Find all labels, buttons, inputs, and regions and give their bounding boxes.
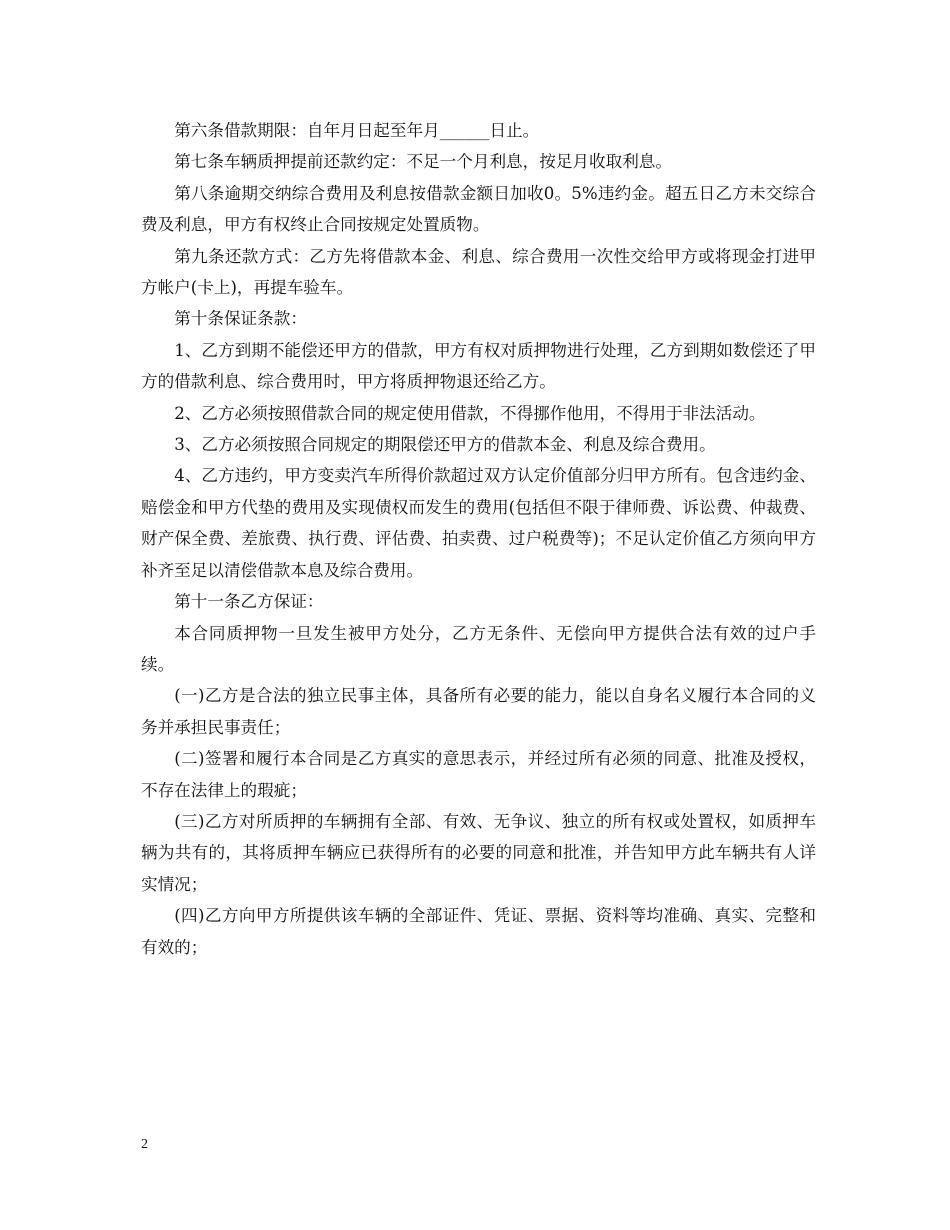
article-7-early-repayment: 第七条车辆质押提前还款约定：不足一个月利息，按足月收取利息。 — [174, 152, 672, 172]
article-10-clause-4: 4、乙方违约，甲方变卖汽车所得价款超过双方认定价值部分归甲方所有。包含违约金、赔偿金和甲方代垫的费用及实现债权而发生的费用(包括但不限于律师费、诉讼费、仲裁费、财产保全费、差旅费、执行费、评估费、拍卖费、过户税费等)；不足认定价值乙方须向甲方补齐至足以清偿借款本息及综合费用。 — [141, 466, 816, 580]
article-10-clause-1: 1、乙方到期不能偿还甲方的借款，甲方有权对质押物进行处理，乙方到期如数偿还了甲方的借款利息、综合费用时，甲方将质押物退还给乙方。 — [141, 340, 816, 392]
article-10-clause-3: 3、乙方必须按照合同规定的期限偿还甲方的借款本金、利息及综合费用。 — [174, 435, 716, 455]
page-number: 2 — [141, 1137, 148, 1152]
article-11-item-4: (四)乙方向甲方所提供该车辆的全部证件、凭证、票据、资料等均准确、真实、完整和有效的； — [141, 906, 816, 957]
article-10-clause-2: 2、乙方必须按照借款合同的规定使用借款，不得挪作他用，不得用于非法活动。 — [174, 403, 766, 423]
article-11-item-1: (一)乙方是合法的独立民事主体，具备所有必要的能力，能以自身名义履行本合同的义务并承担民事责任； — [141, 686, 816, 737]
article-10-heading: 第十条保证条款： — [174, 309, 307, 329]
article-8-overdue-penalty: 第八条逾期交纳综合费用及利息按借款金额日加收0。5%违约金。超五日乙方未交综合费及利息，甲方有权终止合同按规定处置质物。 — [141, 183, 816, 235]
article-11-item-3: (三)乙方对所质押的车辆拥有全部、有效、无争议、独立的所有权或处置权，如质押车辆为共有的，其将质押车辆应已获得所有的必要的同意和批准，并告知甲方此车辆共有人详实情况； — [141, 811, 816, 894]
document-body — [141, 115, 816, 963]
article-11-item-2: (二)签署和履行本合同是乙方真实的意思表示，并经过所有必须的同意、批准及授权，不存在法律上的瑕疵； — [141, 749, 816, 800]
article-6-loan-term: 第六条借款期限：自年月日起至年月______日止。 — [174, 121, 540, 140]
article-9-repayment-method: 第九条还款方式：乙方先将借款本金、利息、综合费用一次性交给甲方或将现金打进甲方帐户(卡上)，再提车验车。 — [141, 246, 816, 298]
article-11-heading: 第十一条乙方保证： — [174, 592, 324, 612]
article-11-intro: 本合同质押物一旦发生被甲方处分，乙方无条件、无偿向甲方提供合法有效的过户手续。 — [141, 623, 816, 674]
